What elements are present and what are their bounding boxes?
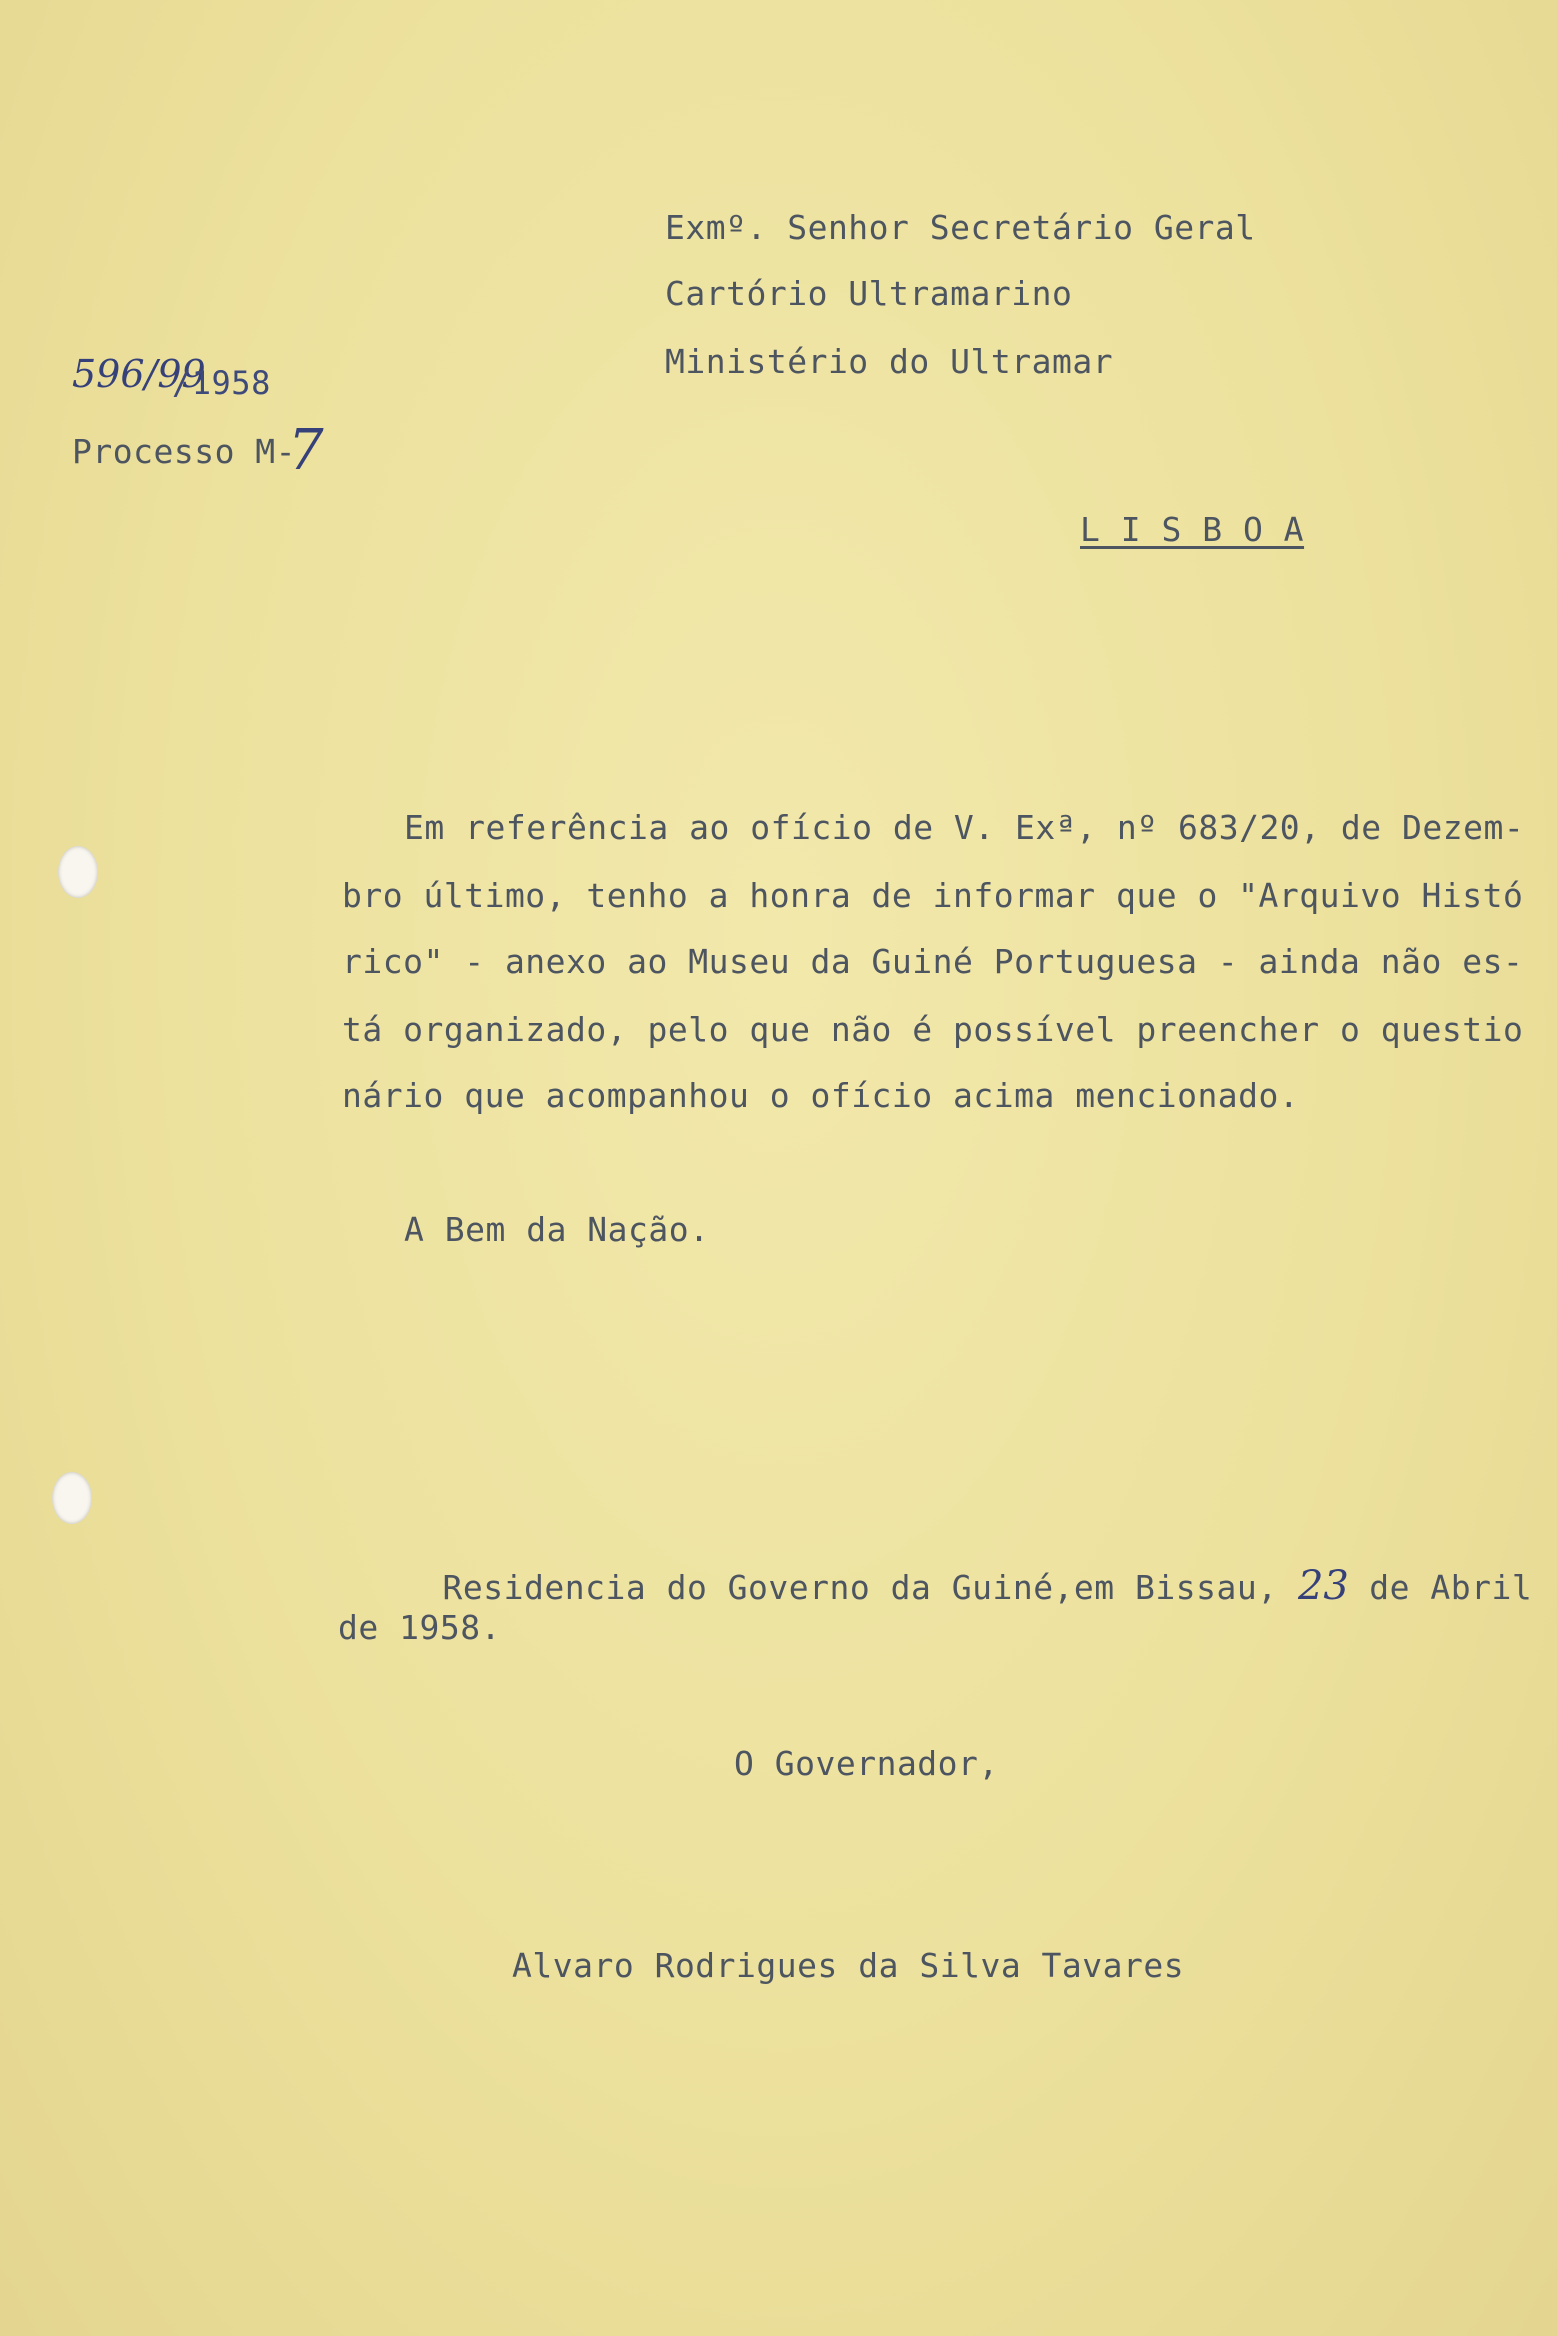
place-date-month: de Abril bbox=[1348, 1568, 1533, 1607]
city-heading: L I S B O A bbox=[1080, 510, 1305, 549]
reference-year: /1958 bbox=[172, 364, 271, 402]
closing-formula: A Bem da Nação. bbox=[404, 1210, 710, 1249]
handwritten-reference-number: 596/99 bbox=[72, 352, 206, 396]
addressee-line-3: Ministério do Ultramar bbox=[665, 342, 1114, 381]
punch-hole-bottom bbox=[52, 1472, 92, 1524]
signature-name: Alvaro Rodrigues da Silva Tavares bbox=[512, 1946, 1185, 1985]
signature-title: O Governador, bbox=[734, 1744, 999, 1783]
process-label: Processo M- bbox=[72, 432, 297, 471]
handwritten-day: 23 bbox=[1297, 1563, 1349, 1609]
body-line-2: bro último, tenho a honra de informar que o "Arquivo Histó bbox=[342, 876, 1524, 915]
body-line-3: rico" - anexo ao Museu da Guiné Portuguesa - ainda não es- bbox=[342, 942, 1524, 981]
body-line-1: Em referência ao ofício de V. Exª, nº 683/20, de Dezem- bbox=[404, 808, 1525, 847]
place-date-line-1 bbox=[404, 1544, 1532, 1628]
place-date-text: Residencia do Governo da Guiné,em Bissau, bbox=[442, 1568, 1298, 1607]
body-line-5: nário que acompanhou o ofício acima mencionado. bbox=[342, 1076, 1300, 1115]
handwritten-process-number: 7 bbox=[288, 418, 324, 483]
place-date-line-2: de 1958. bbox=[338, 1608, 501, 1647]
addressee-line-2: Cartório Ultramarino bbox=[665, 274, 1073, 313]
body-line-4: tá organizado, pelo que não é possível preencher o questio bbox=[342, 1010, 1524, 1049]
punch-hole-top bbox=[58, 846, 98, 898]
addressee-line-1: Exmº. Senhor Secretário Geral bbox=[665, 208, 1256, 247]
